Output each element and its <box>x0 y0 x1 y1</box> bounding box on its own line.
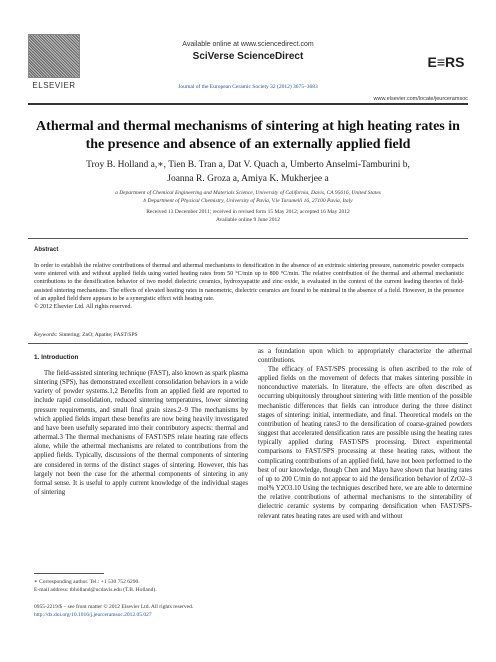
journal-header <box>28 34 468 104</box>
abstract-text <box>34 262 464 311</box>
intro-paragraph-1: The field-assisted sintering technique (FAST), also known as spark plasma sintering (SPS), has demonstrated excellent consolidation behaviors in a wide variety of powder systems.1,2 Benefits from an applied field are reported to include rapid consolidation, reduced sintering temperatures, lower sintering pressure requirements, and small final grain sizes.2–9 The mechanisms by which applied fields impart these benefits are now being heavily investigated and have been usefully separated into their contributory aspects: thermal and athermal.3 The thermal mechanisms of FAST/SPS relate heating rate effects alone, while the athermal mechanisms are related to contributions from the applied fields. Typically, discussions of the thermal components of sintering are considered in terms of the distinct stages of sintering. However, this has largely not been the case for the athermal components of sintering in any formal sense. It is useful to apply current knowledge of the individual stages of sintering <box>34 370 248 497</box>
article-title: Athermal and thermal mechanisms of sintering at high heating rates in the presence and absence of an externally applied field <box>36 119 460 152</box>
locate-url[interactable]: www.elsevier.com/locate/jeurceramsoc <box>373 96 468 102</box>
abstract-copyright: © 2012 Elsevier Ltd. All rights reserved. <box>34 304 132 311</box>
keywords-label: Keywords: <box>34 332 58 338</box>
abstract-heading: Abstract <box>34 247 59 253</box>
authors-line-2: Joanna R. Groza a, Amiya K. Mukherjee a <box>167 174 329 184</box>
intro-paragraph-1-cont: as a foundation upon which to appropriately characterize the athermal contributions. <box>258 348 472 365</box>
affiliations <box>28 189 468 205</box>
corresponding-author: ∗ Corresponding author. Tel.: +1 530 752 6290. <box>34 579 140 585</box>
journal-reference-link[interactable]: Journal of the European Ceramic Society 32 (2012) 3675–3683 <box>178 84 318 90</box>
issn-line: 0955-2219/$ – see front matter © 2012 Elsevier Ltd. All rights reserved. <box>34 604 194 610</box>
author-email[interactable]: E-mail address: tbholland@ucdavis.edu (T.B. Holland). <box>34 587 157 593</box>
abstract-body: In order to establish the relative contributions of thermal and athermal mechanisms to densification in the absence of an extrinsic sintering pressure, nanometric powder compacts were sintered with and without applied fields using varied heating rates from 50 °C/min up to 800 °C/min. The relative contribution of the thermal and athermal mechanistic contributions to the densification behavior of two model dielectric ceramics, hydroxyapatite and zinc oxide, is evaluated in the context of the current leading theories of field-assisted sintering mechanisms. The effects of elevated heating rates in nanometric, dielectric ceramics are found to be minimal in the absence of a field. However, in the presence of an applied field there appears to be a synergistic effect with heating rate. <box>34 263 464 302</box>
author-list <box>28 158 468 186</box>
available-online-text: Available online at www.sciencedirect.com <box>182 41 314 48</box>
intro-paragraph-2: The efficacy of FAST/SPS processing is often ascribed to the role of applied fields on the movement of defects that makes sintering possible in nonconductive materials. In literature, the effects are often described as occurring ubiquitously throughout sintering with little mention of the possible mechanistic differences that fields can introduce during the three distinct stages of sintering: initial, intermediate, and final. Theoretical models on the contribution of heating rates3 to the densification of coarse-grained powders suggest that accelerated densification rates are possible using the heating rates typically applied during FAST/SPS processing. Direct experimental comparisons to FAST/SPS processing at these heating rates, without the complicating contributions of an applied field, have not been performed to the best of our knowledge, though Chen and Mayo have shown that heating rates of up to 200 C/min do not appear to aid the densification behavior of ZrO2–3 mol% Y2O3.10 Using the techniques described here, we are able to determine the relative contributions of athermal mechanisms to the sinterability of dielectric ceramic systems by comparing densification when FAST/SPS-relevant rates heating rates are used with and without <box>258 366 472 520</box>
footnote-rule <box>34 573 104 574</box>
authors-line-1: Troy B. Holland a,∗, Tien B. Tran a, Dat V. Quach a, Umberto Anselmi-Tamburini b, <box>86 160 410 170</box>
affiliation-b: b Department of Physical Chemistry, University of Pavia, V.le Taramelli 16, 27100 Pavia, Italy <box>143 198 353 204</box>
affiliation-a: a Department of Chemical Engineering and Materials Science, University of California, Davis, CA 95616, United States <box>115 190 381 196</box>
keywords-line <box>34 332 138 338</box>
journal-logo: E≡RS <box>427 54 465 70</box>
keywords-values: Sintering; ZnO; Apatite; FAST/SPS <box>59 332 138 338</box>
article-dates <box>28 208 468 224</box>
header-rule <box>28 103 468 105</box>
publisher-name: ELSEVIER <box>32 81 76 90</box>
sciencedirect-wordmark: SciVerse ScienceDirect <box>192 51 304 62</box>
received-dates: Received 13 December 2011; received in revised form 15 May 2012; accepted 16 May 2012 <box>146 209 350 215</box>
available-date: Available online 9 June 2012 <box>215 217 281 223</box>
footnote <box>34 578 157 594</box>
abstract-bottom-rule <box>28 343 468 344</box>
doi-link[interactable]: http://dx.doi.org/10.1016/j.jeurceramsoc.2012.05.027 <box>34 612 152 618</box>
issn-copyright <box>34 603 193 619</box>
abstract-top-rule <box>28 238 468 239</box>
section-heading: 1. Introduction <box>34 354 79 361</box>
